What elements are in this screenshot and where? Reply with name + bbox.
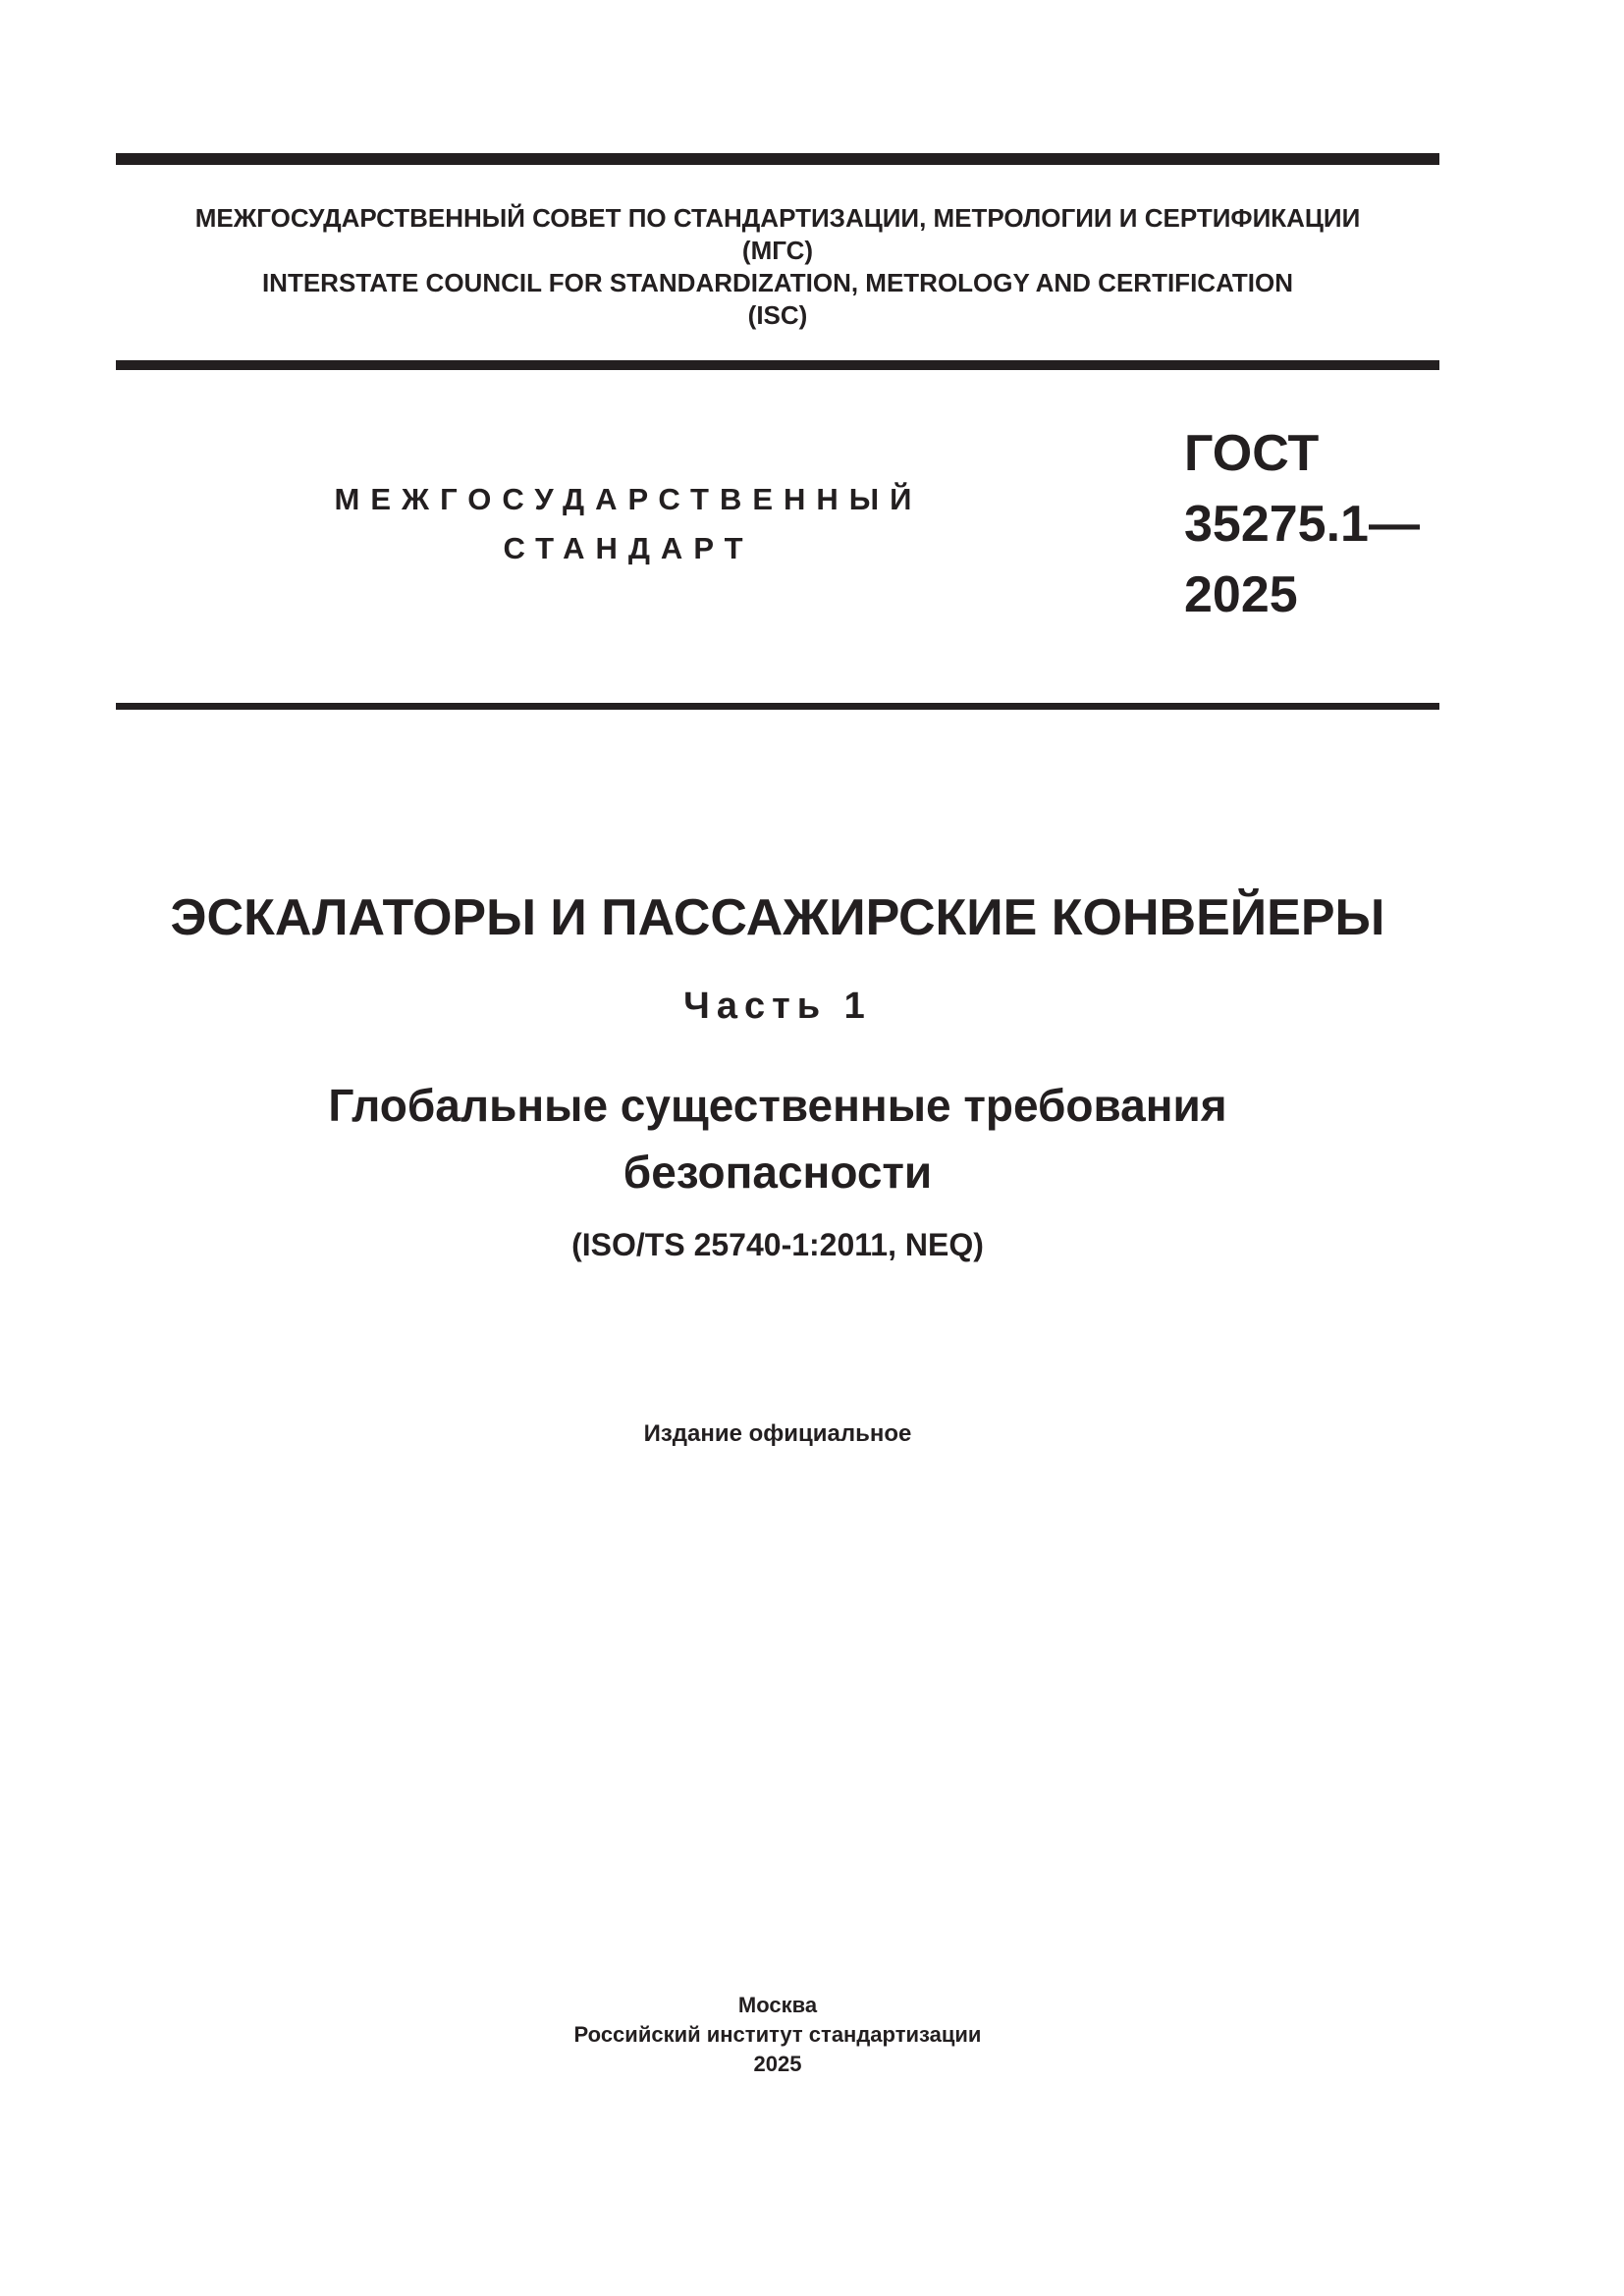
edition-label: Издание официальное	[643, 1420, 912, 1447]
top-rule	[116, 153, 1439, 165]
standard-designation	[1184, 418, 1420, 630]
document-subtitle	[116, 1072, 1439, 1205]
standard-type-line2: СТАНДАРТ	[503, 531, 754, 565]
council-name-ru: МЕЖГОСУДАРСТВЕННЫЙ СОВЕТ ПО СТАНДАРТИЗАЦИИ, МЕТРОЛОГИИ И СЕРТИФИКАЦИИ	[194, 203, 1361, 233]
council-name-en: INTERSTATE COUNCIL FOR STANDARDIZATION, METROLOGY AND CERTIFICATION	[261, 268, 1294, 297]
publisher-city: Москва	[737, 1993, 818, 2017]
council-header	[116, 202, 1439, 332]
subtitle-line1: Глобальные существенные требования	[328, 1080, 1227, 1131]
middle-rule	[116, 360, 1439, 370]
standard-type-line1: МЕЖГОСУДАРСТВЕННЫЙ	[334, 482, 923, 516]
bottom-rule	[116, 703, 1439, 710]
council-abbr-ru: (МГС)	[741, 236, 814, 265]
council-abbr-en: (ISC)	[747, 300, 808, 330]
document-title: ЭСКАЛАТОРЫ И ПАССАЖИРСКИЕ КОНВЕЙЕРЫ	[170, 889, 1385, 946]
part-number: Часть 1	[683, 986, 872, 1027]
designation-prefix: ГОСТ	[1184, 425, 1320, 482]
publisher-name: Российский институт стандартизации	[573, 2022, 982, 2047]
designation-year: 2025	[1184, 566, 1298, 623]
subtitle-line2: безопасности	[623, 1147, 933, 1198]
designation-number: 35275.1—	[1184, 496, 1420, 553]
publisher-block	[116, 1991, 1439, 2079]
publisher-year: 2025	[753, 2052, 802, 2076]
standard-type	[285, 475, 972, 573]
iso-reference: (ISO/TS 25740-1:2011, NEQ)	[571, 1227, 984, 1262]
